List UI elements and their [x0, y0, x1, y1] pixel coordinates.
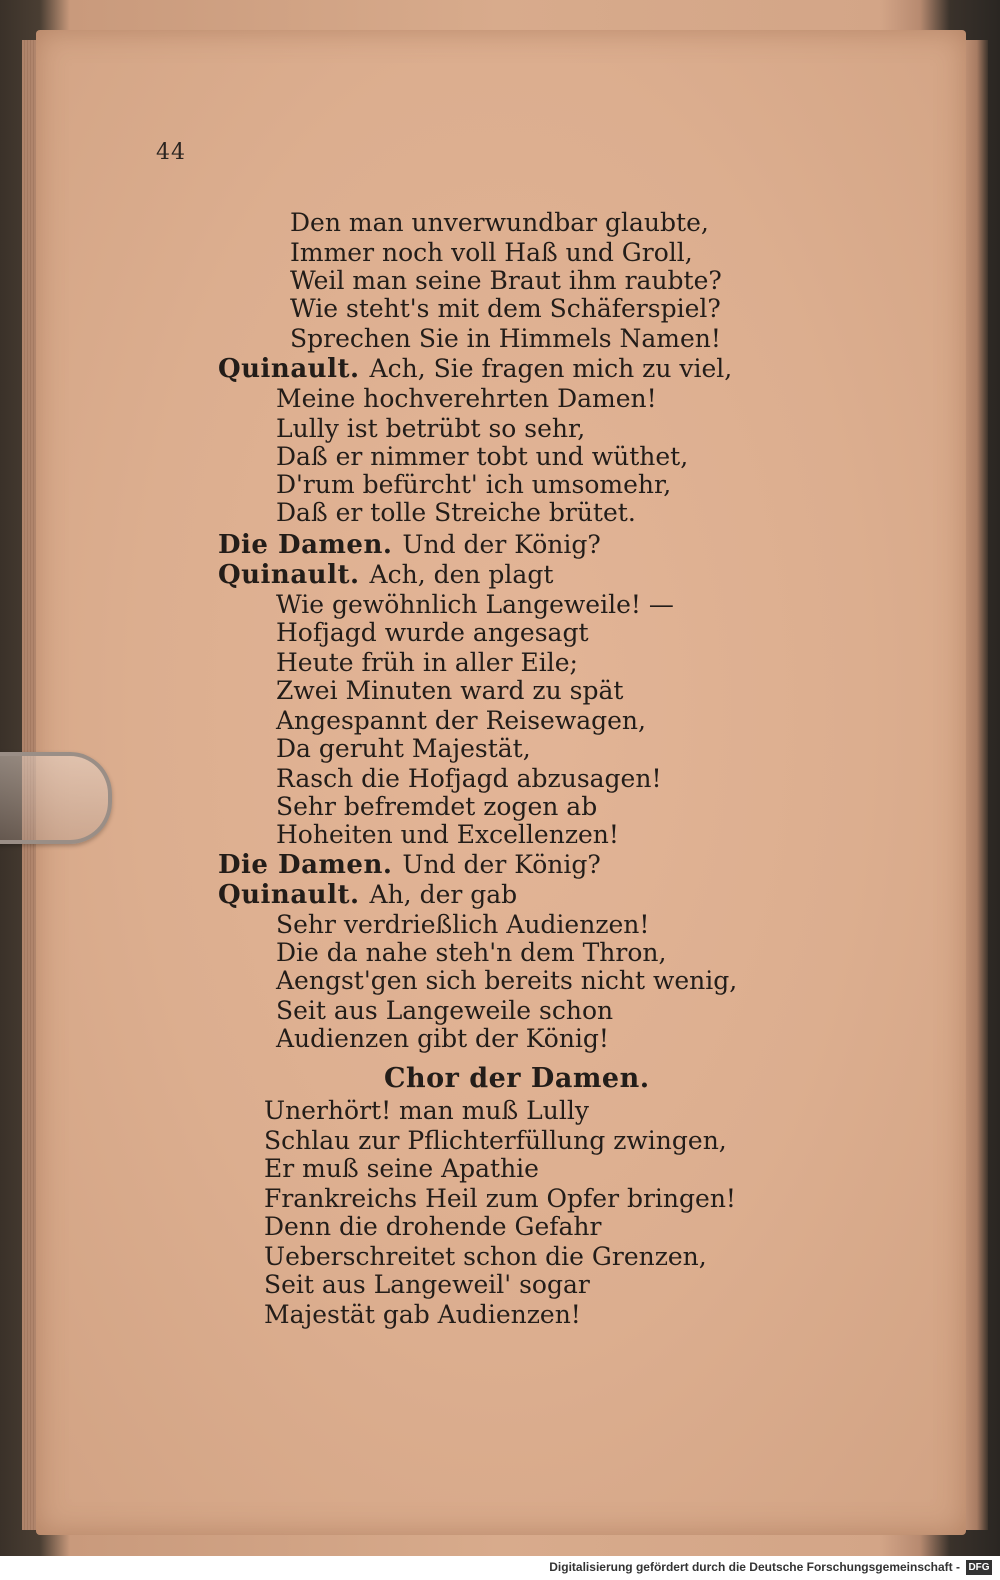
verse-line: Seit aus Langeweile schon: [276, 996, 614, 1025]
verse-line: Rasch die Hofjagd abzusagen!: [276, 764, 662, 793]
verse-line: Die da nahe steh'n dem Thron,: [276, 938, 667, 967]
chorus-line: Er muß seine Apathie: [264, 1154, 539, 1183]
verse-line: Aengst'gen sich bereits nicht wenig,: [276, 966, 738, 995]
chorus-line: Schlau zur Pflichterfüllung zwingen,: [264, 1126, 727, 1155]
verse-line: Sehr verdrießlich Audienzen!: [276, 910, 650, 939]
footer-credit: Digitalisierung gefördert durch die Deutsche Forschungsgemeinschaft -: [549, 1560, 960, 1574]
verse-line: Lully ist betrübt so sehr,: [276, 414, 586, 443]
speaker-name: Die Damen.: [218, 850, 393, 880]
verse-line: Daß er tolle Streiche brütet.: [276, 498, 636, 527]
verse-line: Angespannt der Reisewagen,: [276, 706, 646, 735]
verse-line: Meine hochverehrten Damen!: [276, 384, 657, 413]
speaker-line: Quinault. Ah, der gab: [218, 880, 518, 910]
page-number: 44: [156, 140, 186, 165]
verse-line: Zwei Minuten ward zu spät: [276, 676, 624, 705]
chorus-line: Seit aus Langeweil' sogar: [264, 1270, 590, 1299]
verse-line: Sehr befremdet zogen ab: [276, 792, 598, 821]
verse-line: Wie steht's mit dem Schäferspiel?: [290, 294, 721, 323]
chorus-line: Denn die drohende Gefahr: [264, 1212, 602, 1241]
chorus-line: Frankreichs Heil zum Opfer bringen!: [264, 1184, 736, 1213]
verse-line: Wie gewöhnlich Langeweile! —: [276, 590, 674, 619]
verse-line: Daß er nimmer tobt und wüthet,: [276, 442, 689, 471]
chorus-line: Unerhört! man muß Lully: [264, 1096, 589, 1125]
verse-line: D'rum befürcht' ich umsomehr,: [276, 470, 672, 499]
speaker-line: Die Damen. Und der König?: [218, 850, 601, 880]
footer-bar: [0, 1556, 1000, 1580]
speaker-name: Quinault.: [218, 354, 360, 384]
speaker-line: Die Damen. Und der König?: [218, 530, 601, 560]
chorus-line: Majestät gab Audienzen!: [264, 1300, 581, 1329]
verse-line: Audienzen gibt der König!: [276, 1024, 609, 1053]
speaker-line: Quinault. Ach, den plagt: [218, 560, 554, 590]
chorus-line: Ueberschreitet schon die Grenzen,: [264, 1242, 707, 1271]
chorus-heading: Chor der Damen.: [384, 1063, 650, 1094]
verse-line: Weil man seine Braut ihm raubte?: [290, 266, 722, 295]
verse-line: Sprechen Sie in Himmels Namen!: [290, 324, 721, 353]
speaker-line: Quinault. Ach, Sie fragen mich zu viel,: [218, 354, 733, 384]
verse-line: Immer noch voll Haß und Groll,: [290, 238, 693, 267]
verse-line: Hoheiten und Excellenzen!: [276, 820, 619, 849]
verse-line: Da geruht Majestät,: [276, 734, 531, 763]
speaker-name: Quinault.: [218, 880, 360, 910]
dfg-logo-icon: DFG: [966, 1560, 992, 1575]
verse-line: Den man unverwundbar glaubte,: [290, 208, 709, 237]
speaker-name: Quinault.: [218, 560, 360, 590]
verse-line: Hofjagd wurde angesagt: [276, 618, 589, 647]
speaker-name: Die Damen.: [218, 530, 393, 560]
verse-line: Heute früh in aller Eile;: [276, 648, 578, 677]
